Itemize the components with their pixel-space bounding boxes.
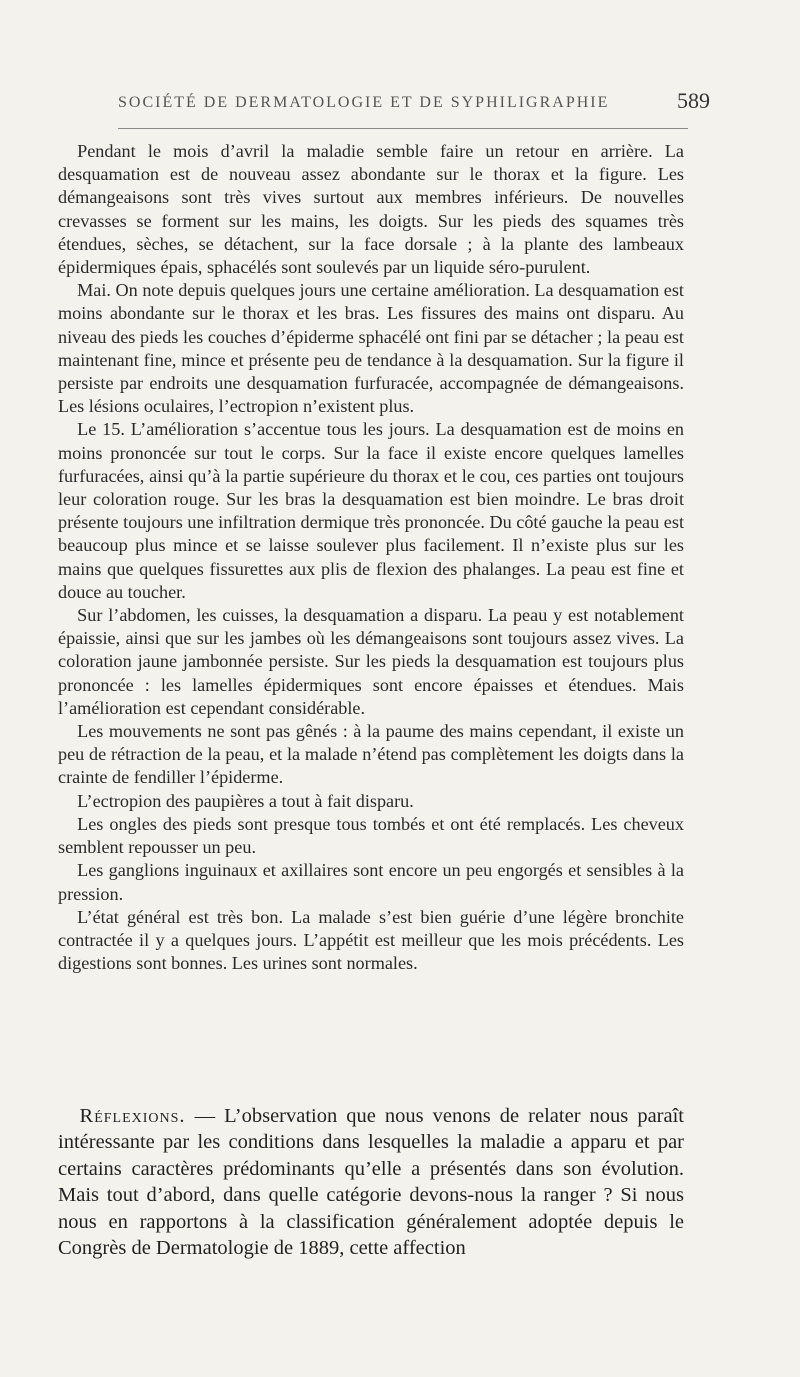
paragraph: Sur l’abdomen, les cuisses, la desquamation a disparu. La peau y est notablement épaissie, ainsi que sur les jambes où les démangeaisons sont toujours assez vives. La coloration jaune jambonnée persiste. Sur les pieds la desquamation est toujours plus prononcée : les lamelles épidermiques sont encore épaisses et étendues. Mais l’amélioration est cependant considérable. [58, 605, 684, 718]
paragraph: Les ganglions inguinaux et axillaires sont encore un peu engorgés et sensibles à la pression. [58, 860, 684, 904]
body-text [58, 140, 684, 975]
paragraph: L’état général est très bon. La malade s’est bien guérie d’une légère bronchite contractée il y a quelques jours. L’appétit est meilleur que les mois précédents. Les digestions sont bonnes. Les urines sont normales. [58, 906, 684, 974]
reflexions-text: — L’observation que nous venons de relater nous paraît intéressante par les conditions dans lesquelles la maladie a apparu et par certains caractères prédominants qu’elle a présentés dans son évolution. Mais tout d’abord, dans quelle catégorie devons-nous la ranger ? Si nous nous en rapportons à la classification généralement adoptée depuis le Congrès de Dermatologie de 1889, cette affection [58, 1105, 684, 1260]
reflexions-heading: Réflexions. [79, 1105, 186, 1127]
header-rule [118, 128, 688, 129]
paragraph: L’ectropion des paupières a tout à fait disparu. [77, 790, 414, 811]
page-number: 589 [677, 88, 710, 113]
paragraph: Les mouvements ne sont pas gênés : à la paume des mains cependant, il existe un peu de rétraction de la peau, et la malade n’étend pas complètement les doigts dans la crainte de fendiller l’épiderme. [58, 721, 684, 788]
paragraph: Mai. On note depuis quelques jours une certaine amélioration. La desquamation est moins abondante sur le thorax et les bras. Les fissures des mains ont disparu. Au niveau des pieds les couches d’épiderme sphacélé ont fini par se détacher ; la peau est maintenant fine, mince et présente peu de tendance à la desquamation. Sur la figure il persiste par endroits une desquamation furfuracée, accompagnée de démangeaisons. Les lésions oculaires, l’ectropion n’existent plus. [58, 280, 684, 417]
reflexions-section [58, 1103, 684, 1261]
paragraph: Pendant le mois d’avril la maladie semble faire un retour en arrière. La desquamation est de nouveau assez abondante sur le thorax et la figure. Les démangeaisons sont très vives surtout aux membres inférieurs. De nouvelles crevasses se forment sur les mains, les doigts. Sur les pieds des squames très étendues, sèches, se détachent, sur la face dorsale ; à la plante des lambeaux épidermiques épais, sphacélés sont soulevés par un liquide séro-purulent. [58, 141, 684, 278]
running-title: SOCIÉTÉ DE DERMATOLOGIE ET DE SYPHILIGRAPHIE [118, 94, 610, 111]
reflexions-paragraph [58, 1103, 684, 1261]
running-head [60, 88, 710, 118]
paragraph: Le 15. L’amélioration s’accentue tous les jours. La desquamation est de moins en moins prononcée sur tout le corps. Sur la face il existe encore quelques lamelles furfuracées, ainsi qu’à la partie supérieure du thorax et le cou, ces parties ont toujours leur coloration rouge. Sur les bras la desquamation est bien moindre. Le bras droit présente toujours une infiltration dermique très prononcée. Du côté gauche la peau est beaucoup plus mince et se laisse soulever plus facilement. Il n’existe plus sur les mains que quelques fissurettes aux plis de flexion des phalanges. La peau est fine et douce au toucher. [58, 419, 684, 602]
paragraph: Les ongles des pieds sont presque tous tombés et ont été remplacés. Les cheveux semblent repousser un peu. [58, 813, 684, 858]
